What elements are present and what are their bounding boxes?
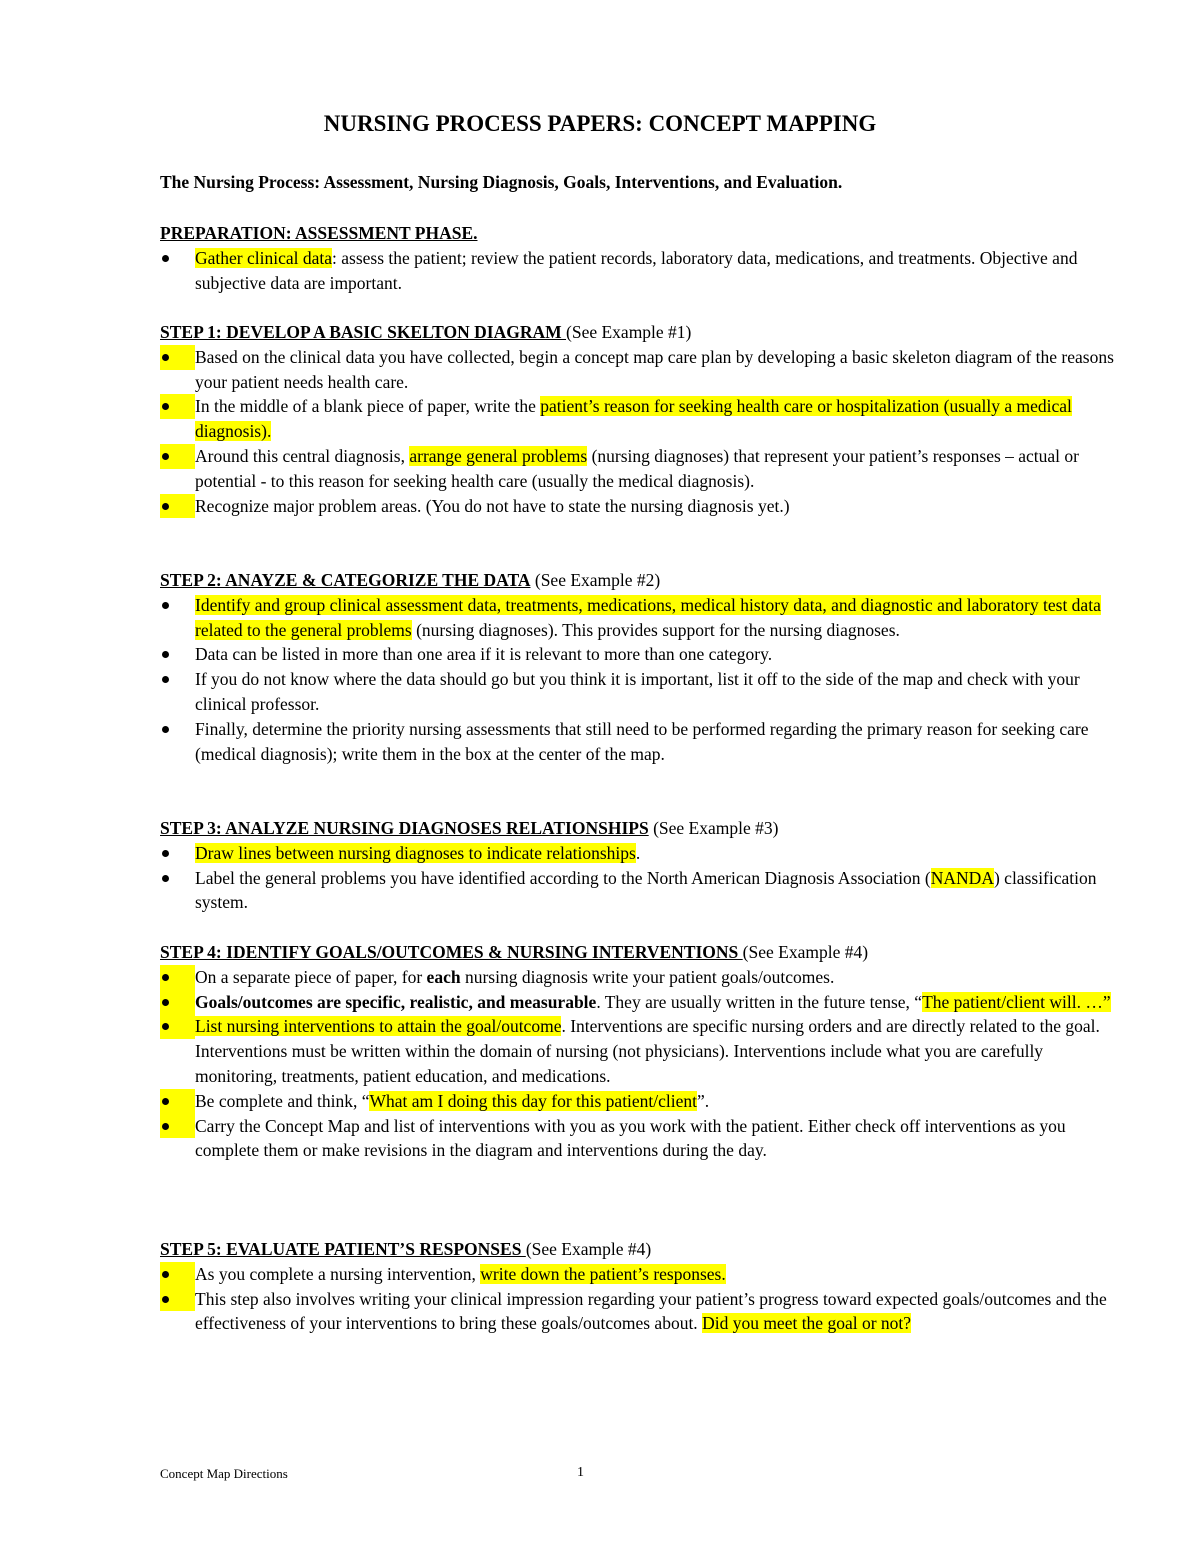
highlighted-text: Gather clinical data <box>195 247 333 268</box>
bullet-icon <box>160 1089 195 1114</box>
list-item: As you complete a nursing intervention, write down the patient’s responses. <box>160 1262 1120 1287</box>
page-number: 1 <box>577 1465 584 1480</box>
bullet-list <box>160 345 1120 519</box>
bullet-icon <box>160 394 195 419</box>
bullet-icon <box>160 965 195 990</box>
section-step-1 <box>160 320 1120 518</box>
bullet-icon <box>160 866 195 891</box>
section-heading: STEP 5: EVALUATE PATIENT’S RESPONSES (See Example #4) <box>160 1239 652 1259</box>
list-item: Carry the Concept Map and list of interventions with you as you work with the patient. Either check off interventions as you complete them or make revisions in the diagram and interventions during the day. <box>160 1114 1120 1164</box>
page-title: NURSING PROCESS PAPERS: CONCEPT MAPPING <box>323 111 877 136</box>
section-heading: STEP 2: ANAYZE & CATEGORIZE THE DATA (See Example #2) <box>160 570 661 590</box>
list-item: Identify and group clinical assessment data, treatments, medications, medical history data, and diagnostic and laboratory test data related to the general problems (nursing diagnoses). This provides support for the nursing diagnoses. <box>160 593 1120 643</box>
list-item: In the middle of a blank piece of paper, write the patient’s reason for seeking health care or hospitalization (usually a medical diagnosis). <box>160 394 1120 444</box>
list-item: Be complete and think, “What am I doing this day for this patient/client”. <box>160 1089 1120 1114</box>
bullet-icon <box>160 1014 195 1039</box>
bullet-icon <box>160 667 195 692</box>
list-item: Draw lines between nursing diagnoses to indicate relationships. <box>160 841 1120 866</box>
footer-label: Concept Map Directions <box>160 1466 288 1481</box>
bullet-icon <box>160 246 195 271</box>
section-step-4 <box>160 940 1120 1163</box>
bullet-icon <box>160 1114 195 1139</box>
highlighted-text: Did you meet the goal or not? <box>702 1313 912 1334</box>
bullet-list <box>160 965 1120 1163</box>
bullet-icon <box>160 1262 195 1287</box>
bullet-icon <box>160 990 195 1015</box>
list-item: Label the general problems you have identified according to the North American Diagnosis Association (NANDA) classification system. <box>160 866 1120 916</box>
bullet-icon <box>160 642 195 667</box>
section-step-2 <box>160 568 1120 766</box>
section-step-3 <box>160 816 1120 915</box>
section-heading: PREPARATION: ASSESSMENT PHASE. <box>160 223 478 243</box>
highlighted-text: Draw lines between nursing diagnoses to indicate relationships <box>195 842 636 863</box>
bullet-icon <box>160 494 195 519</box>
highlighted-text: List nursing interventions to attain the goal/outcome <box>195 1016 562 1037</box>
list-item: Finally, determine the priority nursing assessments that still need to be performed regarding the primary reason for seeking care (medical diagnosis); write them in the box at the center of the map. <box>160 717 1120 767</box>
bullet-list <box>160 1262 1120 1336</box>
section-heading: STEP 3: ANALYZE NURSING DIAGNOSES RELATIONSHIPS (See Example #3) <box>160 818 779 838</box>
list-item: Based on the clinical data you have collected, begin a concept map care plan by developing a basic skeleton diagram of the reasons your patient needs health care. <box>160 345 1120 395</box>
highlighted-text: NANDA <box>930 867 994 888</box>
highlighted-text: arrange general problems <box>409 445 588 466</box>
section-heading: STEP 4: IDENTIFY GOALS/OUTCOMES & NURSING INTERVENTIONS (See Example #4) <box>160 942 869 962</box>
section-step-5 <box>160 1237 1120 1336</box>
section-heading: STEP 1: DEVELOP A BASIC SKELTON DIAGRAM (See Example #1) <box>160 322 692 342</box>
list-item: List nursing interventions to attain the goal/outcome. Interventions are specific nursing orders and are directly related to the goal. Interventions must be written within the domain of nursing (not physicians). Interventions include what you are carefully monitoring, treatments, patient education, and medications. <box>160 1014 1120 1088</box>
bullet-icon <box>160 841 195 866</box>
list-item: Recognize major problem areas. (You do not have to state the nursing diagnosis yet.) <box>160 494 1120 519</box>
bullet-icon <box>160 345 195 370</box>
section-preparation <box>160 221 1120 295</box>
bullet-list <box>160 246 1120 296</box>
bullet-icon <box>160 593 195 618</box>
highlighted-text: write down the patient’s responses. <box>480 1263 726 1284</box>
highlighted-text: The patient/client will. …” <box>922 991 1111 1012</box>
bullet-icon <box>160 1287 195 1312</box>
list-item: Gather clinical data: assess the patient; review the patient records, laboratory data, medications, and treatments. Objective and subjective data are important. <box>160 246 1120 296</box>
list-item: Around this central diagnosis, arrange general problems (nursing diagnoses) that represent your patient’s responses – actual or potential - to this reason for seeking health care (usually the medical diagnosis). <box>160 444 1120 494</box>
bullet-icon <box>160 717 195 742</box>
highlighted-text: What am I doing this day for this patient/client <box>369 1090 698 1111</box>
highlighted-text: patient’s reason for seeking health care or hospitalization (usually a medical diagnosis). <box>195 396 1072 442</box>
list-item: Goals/outcomes are specific, realistic, and measurable. They are usually written in the future tense, “The patient/client will. …” <box>160 990 1120 1015</box>
list-item: Data can be listed in more than one area if it is relevant to more than one category. <box>160 642 1120 667</box>
list-item: On a separate piece of paper, for each nursing diagnosis write your patient goals/outcomes. <box>160 965 1120 990</box>
highlighted-text: Identify and group clinical assessment data, treatments, medications, medical history data, and diagnostic and laboratory test data related to the general problems <box>195 594 1101 640</box>
list-item: This step also involves writing your clinical impression regarding your patient’s progress toward expected goals/outcomes and the effectiveness of your interventions to bring these goals/outcomes about. Did you meet the goal or not? <box>160 1287 1120 1337</box>
page-subtitle: The Nursing Process: Assessment, Nursing Diagnosis, Goals, Interventions, and Evaluation. <box>160 172 843 192</box>
bullet-list <box>160 593 1120 767</box>
bullet-list <box>160 841 1120 915</box>
list-item: If you do not know where the data should go but you think it is important, list it off to the side of the map and check with your clinical professor. <box>160 667 1120 717</box>
bullet-icon <box>160 444 195 469</box>
